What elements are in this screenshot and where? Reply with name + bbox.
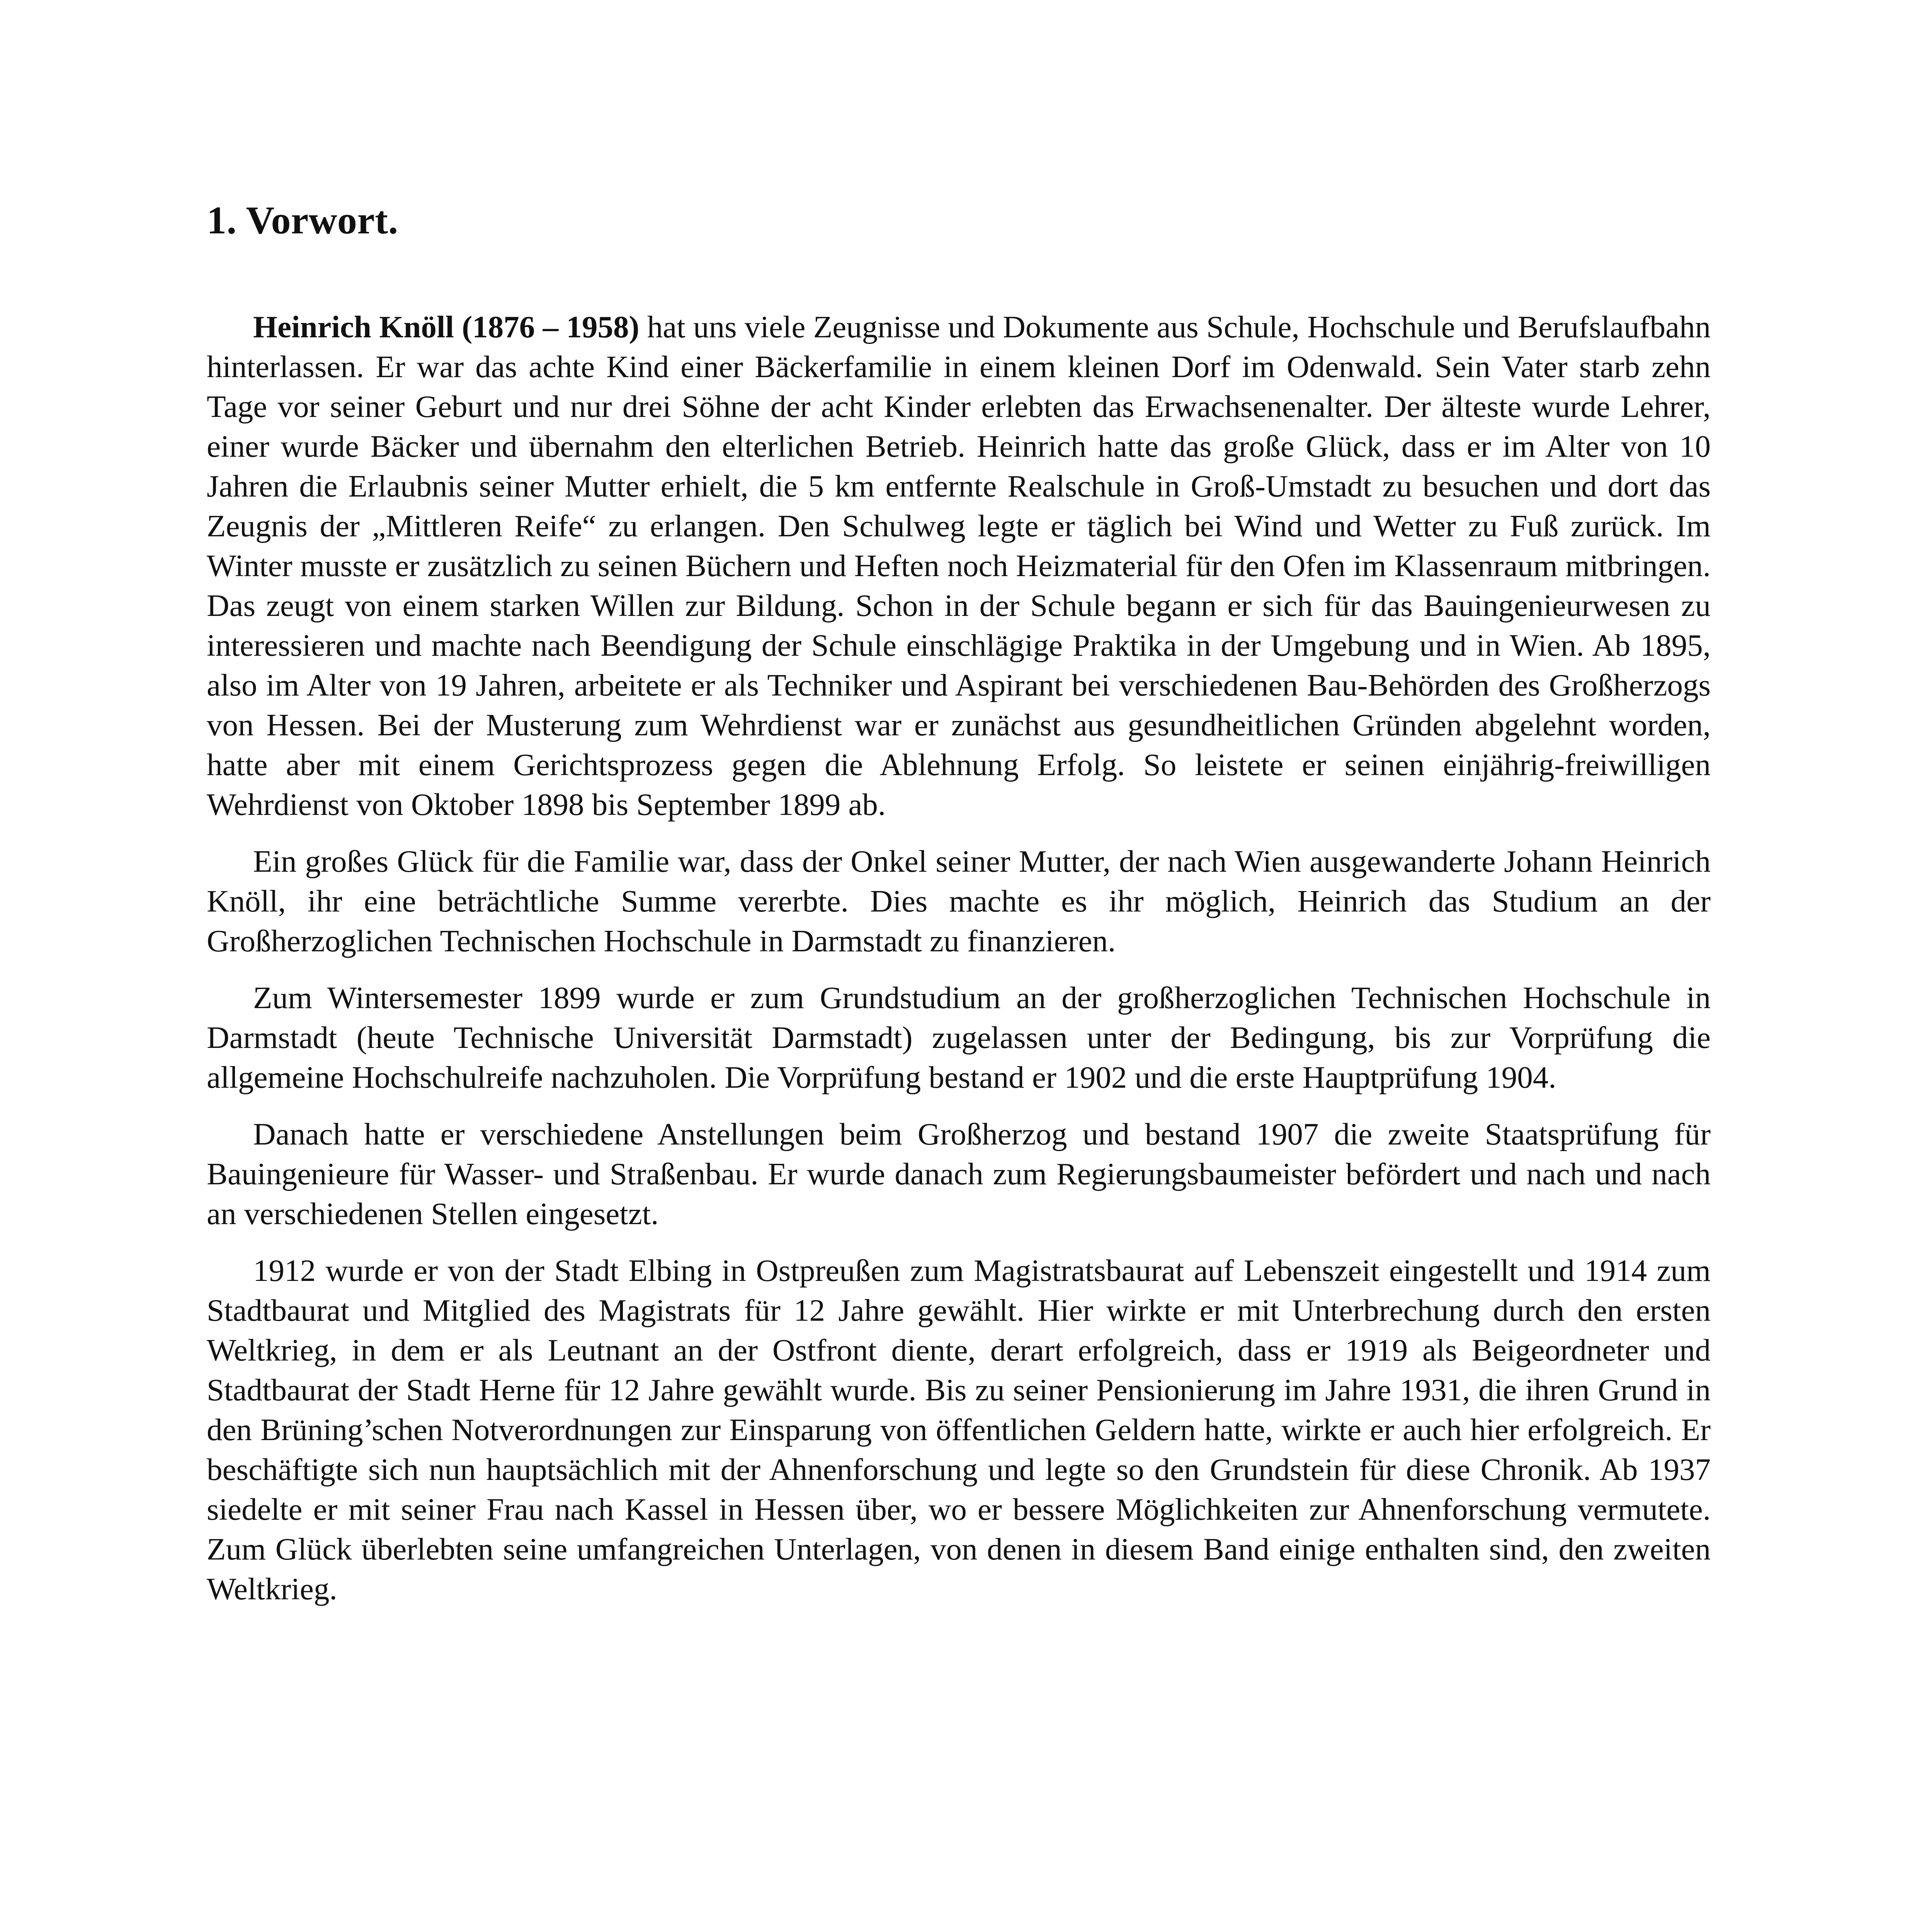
- paragraph-3: Zum Wintersemester 1899 wurde er zum Grundstudium an der großherzoglichen Technischen Hochschule in Darmstadt (heute Technische Universität Darmstadt) zugelassen unter der Bedingung, bis zur Vorprüfung die allgemeine Hochschulreife nachzuholen. Die Vorprüfung bestand er 1902 und die erste Hauptprüfung 1904.: [207, 980, 1711, 1095]
- paragraph-2: Ein großes Glück für die Familie war, dass der Onkel seiner Mutter, der nach Wien ausgewanderte Johann Heinrich Knöll, ihr eine beträchtliche Summe vererbte. Dies machte es ihr möglich, Heinrich das Studium an der Großherzoglichen Technischen Hochschule in Darmstadt zu finanzieren.: [207, 844, 1711, 958]
- paragraph-1: [207, 307, 1711, 825]
- intro-name: Heinrich Knöll (1876 – 1958): [253, 310, 640, 344]
- document-body: [207, 307, 1711, 1626]
- paragraph-5: 1912 wurde er von der Stadt Elbing in Ostpreußen zum Magistratsbaurat auf Lebenszeit eingestellt und 1914 zum Stadtbaurat und Mitglied des Magistrats für 12 Jahre gewählt. Hier wirkte er mit Unterbrechung durch den ersten Weltkrieg, in dem er als Leutnant an der Ostfront diente, derart erfolgreich, dass er 1919 als Beigeordneter und Stadtbaurat der Stadt Herne für 12 Jahre gewählt wurde. Bis zu seiner Pensionierung im Jahre 1931, die ihren Grund in den Brüning’schen Notverordnungen zur Einsparung von öffentlichen Geldern hatte, wirkte er auch hier erfolgreich. Er beschäftigte sich nun hauptsächlich mit der Ahnenforschung und legte so den Grundstein für diese Chronik. Ab 1937 siedelte er mit seiner Frau nach Kassel in Hessen über, wo er bessere Möglichkeiten zur Ahnenforschung vermutete. Zum Glück überlebten seine umfangreichen Unterlagen, von denen in diesem Band einige enthalten sind, den zweiten Weltkrieg.: [207, 1253, 1711, 1606]
- paragraph-4: Danach hatte er verschiedene Anstellungen beim Großherzog und bestand 1907 die zweite Staatsprüfung für Bauingenieure für Wasser- und Straßenbau. Er wurde danach zum Regierungsbaumeister befördert und nach und nach an verschiedenen Stellen eingesetzt.: [207, 1117, 1711, 1231]
- page-title: 1. Vorwort.: [207, 199, 398, 242]
- paragraph-1-text: hat uns viele Zeugnisse und Dokumente aus Schule, Hochschule und Berufslaufbahn hinterlassen. Er war das achte Kind einer Bäckerfamilie in einem kleinen Dorf im Odenwald. Sein Vater starb zehn Tage vor seiner Geburt und nur drei Söhne der acht Kinder erlebten das Erwachsenenalter. Der älteste wurde Lehrer, einer wurde Bäcker und übernahm den elterlichen Betrieb. Heinrich hatte das große Glück, dass er im Alter von 10 Jahren die Erlaubnis seiner Mutter erhielt, die 5 km entfernte Realschule in Groß-Umstadt zu besuchen und dort das Zeugnis der „Mittleren Reife“ zu erlangen. Den Schulweg legte er täglich bei Wind und Wetter zu Fuß zurück. Im Winter musste er zusätzlich zu seinen Büchern und Heften noch Heizmaterial für den Ofen im Klassenraum mitbringen. Das zeugt von einem starken Willen zur Bildung. Schon in der Schule begann er sich für das Bauingenieurwesen zu interessieren und machte nach Beendigung der Schule einschlägige Praktika in der Umgebung und in Wien. Ab 1895, also im Alter von 19 Jahren, arbeitete er als Techniker und Aspirant bei verschiedenen Bau-Behörden des Großherzogs von Hessen. Bei der Musterung zum Wehrdienst war er zunächst aus gesundheitlichen Gründen abgelehnt worden, hatte aber mit einem Gerichtsprozess gegen die Ablehnung Erfolg. So leistete er seinen einjährig-freiwilligen Wehrdienst von Oktober 1898 bis September 1899 ab.: [207, 310, 1711, 822]
